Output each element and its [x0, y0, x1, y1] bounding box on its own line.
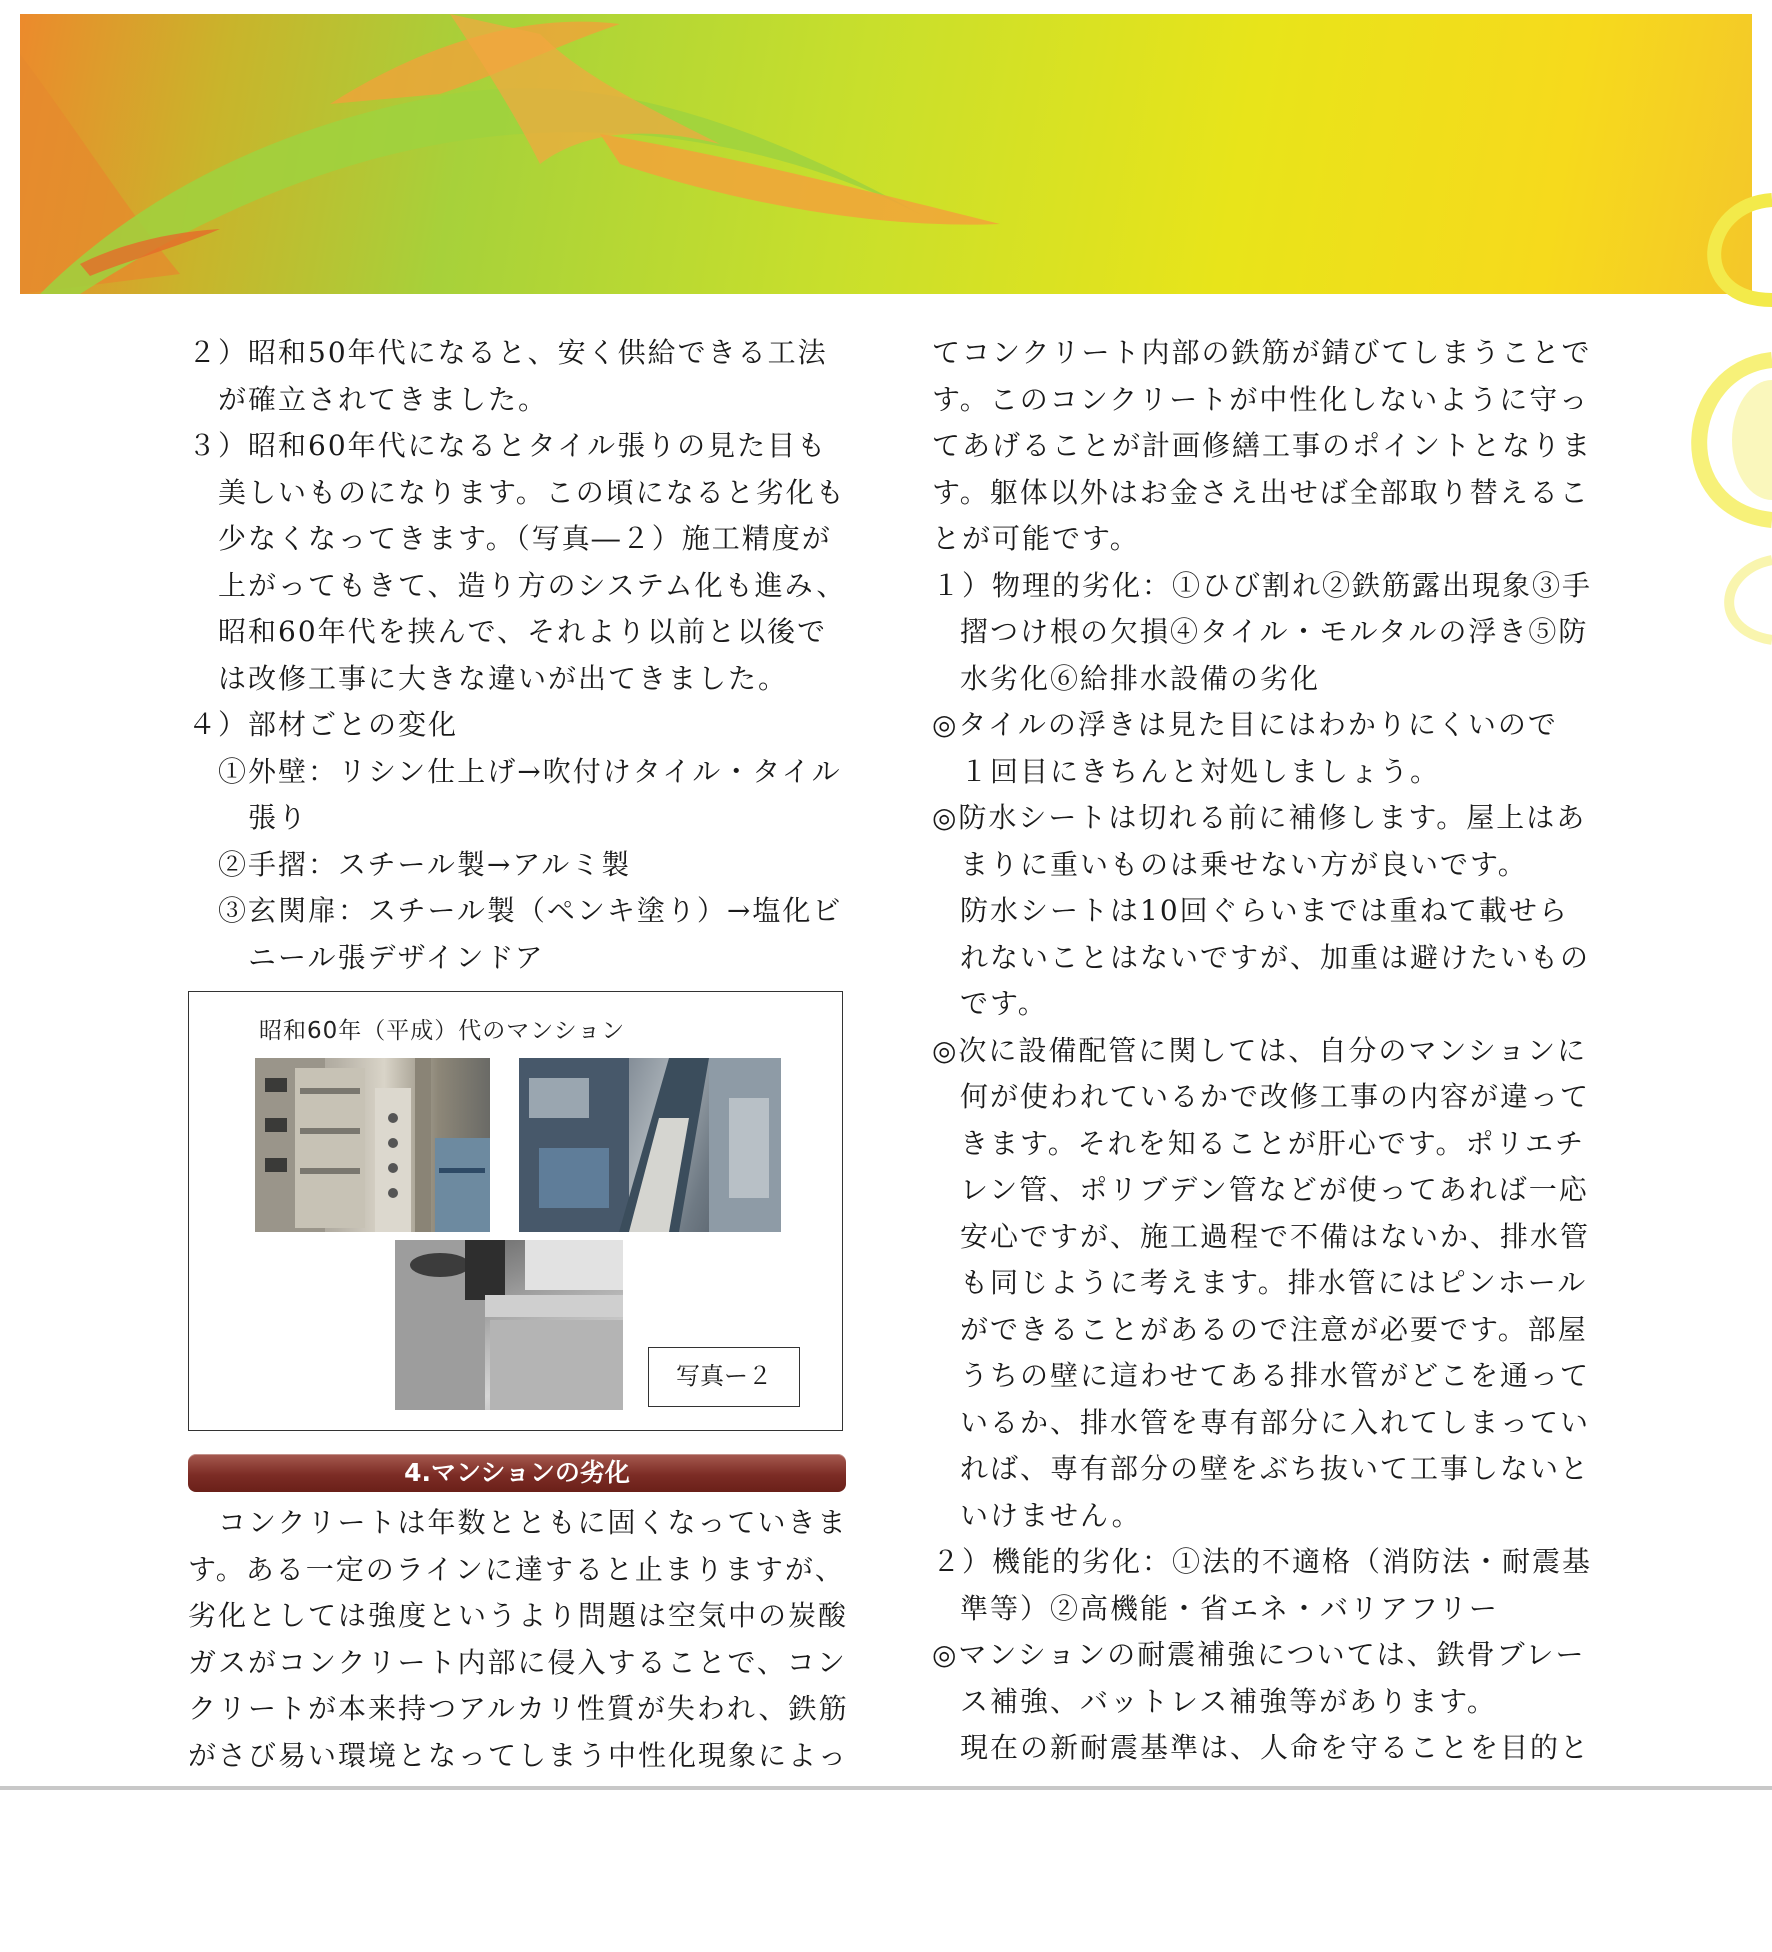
text-line: ◎防水シートは切れる前に補修します。屋上はあ [932, 801, 1587, 834]
photo-panel [188, 991, 843, 1431]
text-line: 昭和60年代を挟んで、それより以前と以後で [218, 615, 828, 648]
text-line: 劣化としては強度というより問題は空気中の炭酸 [188, 1599, 849, 1632]
text-line: です。 [960, 987, 1048, 1020]
text-line: ◎マンションの耐震補強については、鉄骨ブレー [932, 1638, 1586, 1671]
left-column-body-text [188, 1500, 848, 1779]
text-line: １回目にきちんと対処しましょう。 [960, 754, 1441, 788]
text-line: ガスがコンクリート内部に侵入することで、コン [188, 1645, 847, 1679]
text-line: が確立されてきました。 [218, 382, 549, 416]
left-column-text [188, 330, 848, 981]
footer-divider [0, 1786, 1772, 1790]
text-line: 現在の新耐震基準は、人命を守ることを目的と [960, 1731, 1591, 1764]
text-line: 上がってもきて、造り方のシステム化も進み、 [218, 568, 847, 602]
text-line: きます。それを知ることが肝心です。ポリエチ [960, 1126, 1585, 1160]
side-ring-decoration [1660, 150, 1772, 650]
text-line: がさび易い環境となってしまう中性化現象によっ [188, 1738, 849, 1772]
text-line: 張り [248, 801, 309, 834]
text-line: てあげることが計画修繕工事のポイントとなりま [932, 429, 1593, 462]
text-line: いるか、排水管を専有部分に入れてしまってい [960, 1405, 1591, 1439]
text-line: クリートが本来持つアルカリ性質が失われ、鉄筋 [188, 1692, 849, 1725]
text-line: コンクリートは年数とともに固くなっていきま [188, 1506, 848, 1539]
photo-panel-title: 昭和60年（平成）代のマンション [259, 1018, 626, 1044]
text-line: レン管、ポリブデン管などが使ってあれば一応 [960, 1173, 1589, 1206]
section-heading: 4.マンションの劣化 [188, 1454, 846, 1492]
text-line: 何が使われているかで改修工事の内容が違って [960, 1080, 1591, 1113]
text-line: れば、専有部分の壁をぶち抜いて工事しないと [960, 1452, 1591, 1485]
text-line: 安心ですが、施工過程で不備はないか、排水管 [960, 1219, 1591, 1253]
photo-caption-label: 写真ー２ [648, 1347, 800, 1407]
text-line: ③玄関扉：スチール製（ペンキ塗り）→塩化ビ [218, 894, 843, 927]
text-line: 美しいものになります。この頃になると劣化も [218, 475, 846, 509]
text-line: も同じように考えます。排水管にはピンホール [960, 1266, 1588, 1299]
text-line: ①外壁：リシン仕上げ→吹付けタイル・タイル [218, 754, 842, 788]
text-line: 水劣化⑥給排水設備の劣化 [960, 661, 1321, 695]
text-line: ス補強、バットレス補強等があります。 [960, 1684, 1497, 1718]
text-line: ２）機能的劣化：①法的不適格（消防法・耐震基 [932, 1545, 1593, 1578]
text-line: す。このコンクリートが中性化しないように守っ [932, 382, 1590, 416]
text-line: 少なくなってきます。（写真―２）施工精度が [218, 522, 832, 555]
text-line: ３）昭和60年代になるとタイル張りの見た目も [188, 429, 828, 462]
text-line: ◎次に設備配管に関しては、自分のマンションに [932, 1033, 1588, 1067]
text-line: いけません。 [960, 1498, 1142, 1532]
text-line: とが可能です。 [932, 522, 1140, 555]
text-line: てコンクリート内部の鉄筋が錆びてしまうことで [932, 336, 1592, 369]
text-line: 摺つけ根の欠損④タイル・モルタルの浮き⑤防 [960, 615, 1589, 648]
text-line: す。躯体以外はお金さえ出せば全部取り替えるこ [932, 475, 1590, 509]
text-line: 防水シートは10回ぐらいまでは重ねて載せら [960, 894, 1569, 927]
text-line: ができることがあるので注意が必要です。部屋 [960, 1312, 1588, 1346]
text-line: ニール張デザインドア [248, 940, 545, 974]
text-line: まりに重いものは乗せない方が良いです。 [960, 847, 1528, 881]
text-line: ４）部材ごとの変化 [188, 708, 459, 741]
text-line: うちの壁に這わせてある排水管がどこを通って [960, 1359, 1591, 1392]
handrail-photo [519, 1058, 781, 1232]
text-line: れないことはないですが、加重は避けたいもの [960, 940, 1591, 974]
text-line: ②手摺：スチール製→アルミ製 [218, 847, 632, 881]
text-line: 準等）②高機能・省エネ・バリアフリー [960, 1591, 1499, 1625]
building-exterior-photo [255, 1058, 490, 1232]
text-line: １）物理的劣化：①ひび割れ②鉄筋露出現象③手 [932, 568, 1593, 602]
text-line: ２）昭和50年代になると、安く供給できる工法 [188, 336, 828, 369]
entrance-wall-photo [395, 1240, 623, 1410]
text-line: す。ある一定のラインに達すると止まりますが、 [188, 1552, 845, 1586]
header-banner [20, 14, 1752, 294]
text-line: ◎タイルの浮きは見た目にはわかりにくいので [932, 708, 1558, 741]
text-line: は改修工事に大きな違いが出てきました。 [218, 661, 789, 695]
banner-swoosh-graphic [20, 14, 1752, 294]
right-column-text [932, 330, 1612, 1772]
